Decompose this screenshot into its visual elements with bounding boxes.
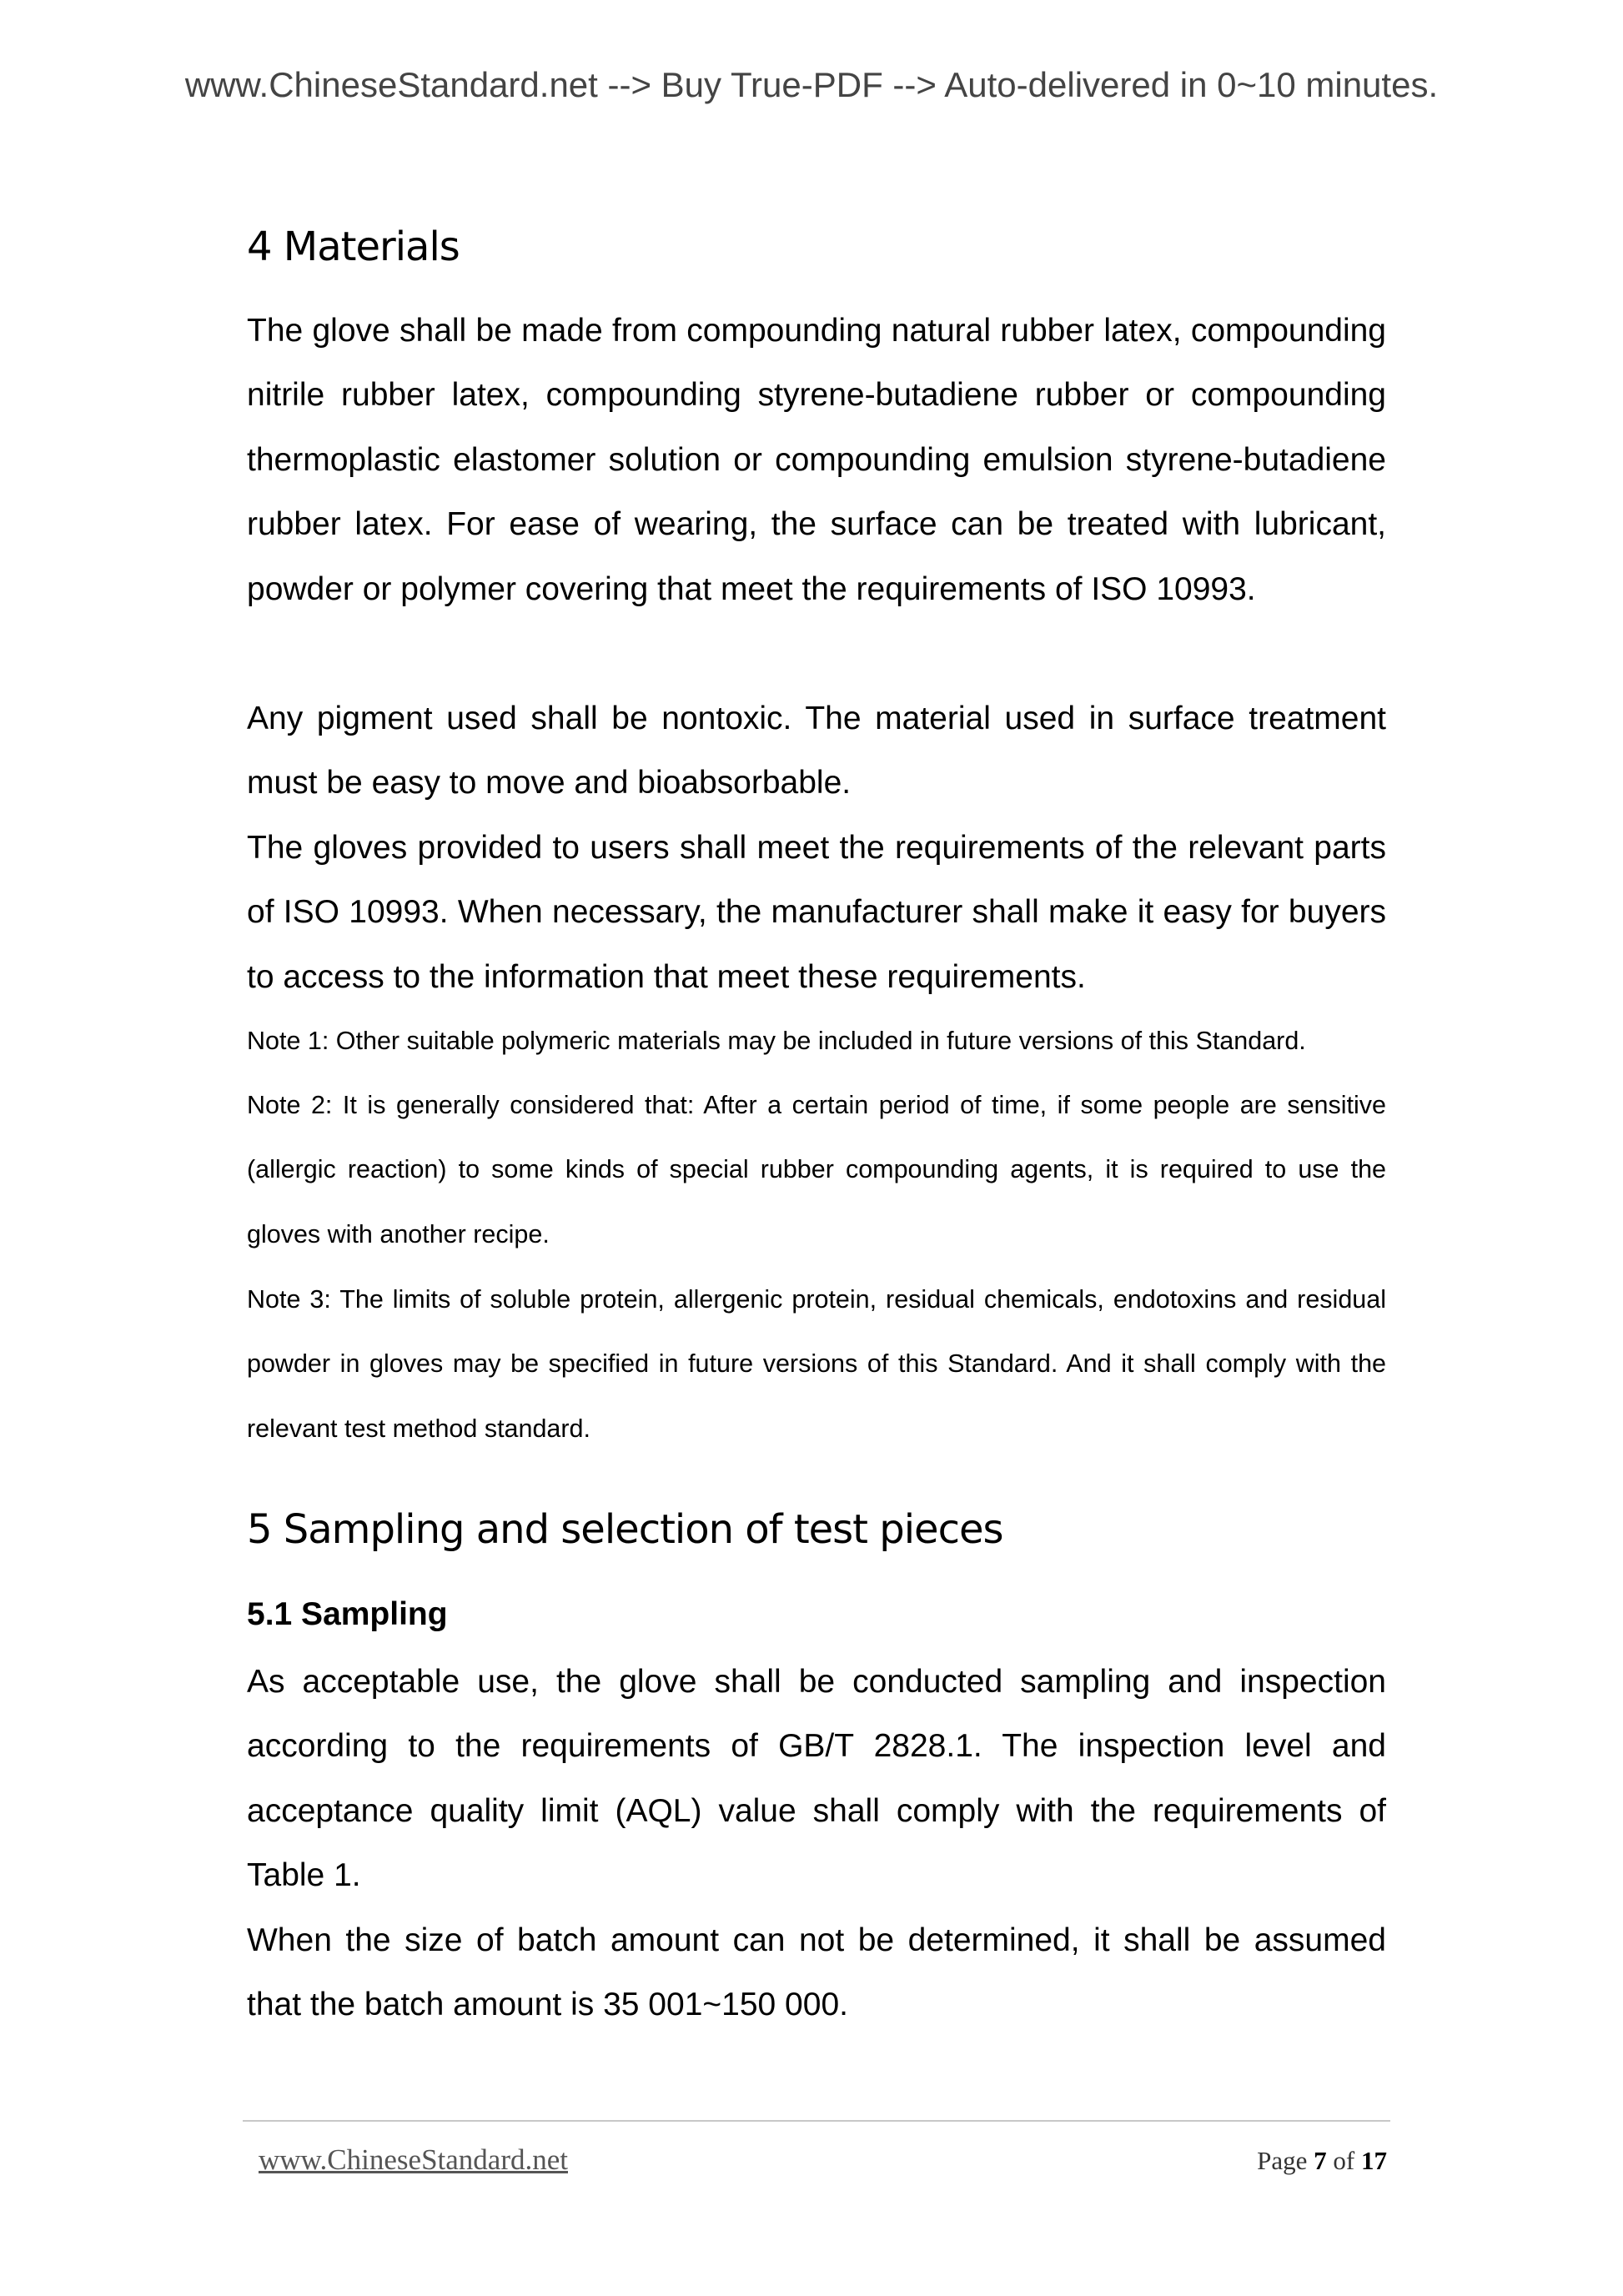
page-current: 7 [1314, 2146, 1327, 2175]
section-4-note-2: Note 2: It is generally considered that: After a certain period of time, if some people are sensitive (allergic reaction) to some kinds of special rubber compounding agents, it is required to use the gloves with another recipe. [247, 1091, 1386, 1248]
header-banner: www.ChineseStandard.net --> Buy True-PDF --> Auto-delivered in 0~10 minutes. [184, 65, 1439, 104]
footer-divider [243, 2120, 1390, 2122]
footer-website-link[interactable]: www.ChineseStandard.net [259, 2143, 568, 2176]
page-of-label: of [1333, 2146, 1355, 2175]
subsection-5-1-heading: 5.1 Sampling [247, 1596, 448, 1632]
section-4-heading: 4 Materials [247, 224, 460, 270]
section-4-paragraph-3: The gloves provided to users shall meet the requirements of the relevant parts of ISO 10993. When necessary, the manufacturer shall make it easy for buyers to access to the information that meet these requirements. [247, 830, 1386, 995]
section-4-paragraph-1: The glove shall be made from compounding natural rubber latex, compounding nitrile rubber latex, compounding styrene-butadiene rubber or compounding thermoplastic elastomer solution or compounding emulsion styrene-butadiene rubber latex. For ease of wearing, the surface can be treated with lubricant, powder or polymer covering that meet the requirements of ISO 10993. [247, 313, 1386, 607]
page-label: Page [1257, 2146, 1308, 2175]
subsection-5-1-paragraph-2: When the size of batch amount can not be determined, it shall be assumed that the batch amount is 35 001~150 000. [247, 1922, 1386, 2023]
section-5-heading: 5 Sampling and selection of test pieces [247, 1506, 1003, 1553]
page-total: 17 [1361, 2146, 1387, 2175]
page-number [1257, 2146, 1387, 2176]
section-4-paragraph-2: Any pigment used shall be nontoxic. The material used in surface treatment must be easy to move and bioabsorbable. [247, 701, 1386, 801]
section-4-note-1: Note 1: Other suitable polymeric materials may be included in future versions of this Standard. [247, 1027, 1306, 1055]
subsection-5-1-paragraph-1: As acceptable use, the glove shall be conducted sampling and inspection according to the requirements of GB/T 2828.1. The inspection level and acceptance quality limit (AQL) value shall comply with the requirements of Table 1. [247, 1664, 1386, 1894]
section-4-note-3: Note 3: The limits of soluble protein, allergenic protein, residual chemicals, endotoxins and residual powder in gloves may be specified in future versions of this Standard. And it shall comply with the relevant test method standard. [247, 1285, 1386, 1443]
